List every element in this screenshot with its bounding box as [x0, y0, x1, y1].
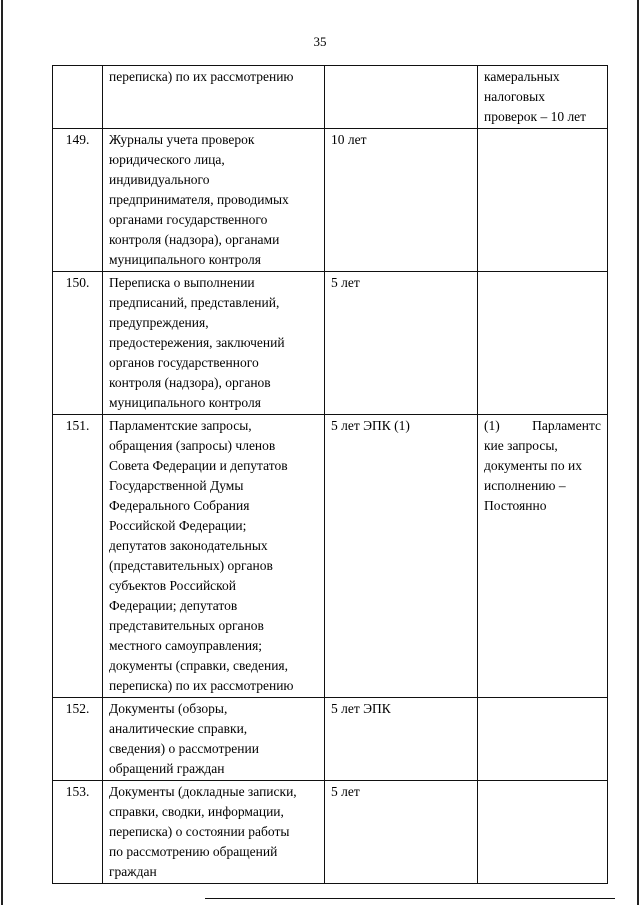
note-line: кие запросы,	[484, 438, 558, 453]
row-note	[478, 66, 608, 129]
title-line: Документы (обзоры,	[109, 701, 228, 716]
title-line: граждан	[109, 864, 157, 879]
title-line: обращений граждан	[109, 761, 225, 776]
row-note	[478, 415, 608, 698]
note-line: исполнению –	[484, 478, 566, 493]
title-line: предписаний, представлений,	[109, 295, 280, 310]
note-first-line	[484, 416, 601, 436]
row-note	[478, 129, 608, 272]
row-title	[103, 66, 325, 129]
row-term: 10 лет	[325, 129, 478, 272]
title-line: депутатов законодательных	[109, 538, 268, 553]
note-line: документы по их	[484, 458, 582, 473]
title-line: документы (справки, сведения,	[109, 658, 289, 673]
page-number: 35	[313, 34, 327, 49]
table-row	[53, 66, 608, 129]
title-line: (представительных) органов	[109, 558, 273, 573]
title-line: муниципального контроля	[109, 395, 261, 410]
left-scan-edge	[1, 0, 3, 905]
records-retention-table	[52, 65, 608, 884]
title-line: Документы (докладные записки,	[109, 784, 297, 799]
title-line: предостережения, заключений	[109, 335, 285, 350]
table-row	[53, 129, 608, 272]
title-line: субъектов Российской	[109, 578, 237, 593]
table-row	[53, 415, 608, 698]
table-bottom-border	[205, 898, 615, 899]
row-term: 5 лет	[325, 272, 478, 415]
row-number: 151.	[53, 415, 103, 698]
title-line: юридического лица,	[109, 152, 225, 167]
right-scan-edge	[637, 0, 639, 905]
title-line: контроля (надзора), органов	[109, 375, 271, 390]
table-row	[53, 698, 608, 781]
row-term: 5 лет ЭПК (1)	[325, 415, 478, 698]
row-title	[103, 129, 325, 272]
note-word-fragment: Парламентс	[532, 418, 601, 433]
title-line: обращения (запросы) членов	[109, 438, 276, 453]
footnote-marker: (1)	[484, 418, 500, 433]
title-line: переписка) по их рассмотрению	[109, 69, 294, 84]
table-row	[53, 781, 608, 884]
row-title	[103, 698, 325, 781]
row-title	[103, 781, 325, 884]
row-number	[53, 66, 103, 129]
title-line: Федерального Собрания	[109, 498, 250, 513]
title-line: Российской Федерации;	[109, 518, 247, 533]
title-line: муниципального контроля	[109, 252, 261, 267]
row-number: 150.	[53, 272, 103, 415]
row-term: 5 лет ЭПК	[325, 698, 478, 781]
title-line: индивидуального	[109, 172, 210, 187]
row-note	[478, 698, 608, 781]
title-line: представительных органов	[109, 618, 264, 633]
row-title	[103, 272, 325, 415]
row-term	[325, 66, 478, 129]
title-line: Совета Федерации и депутатов	[109, 458, 288, 473]
title-line: переписка) по их рассмотрению	[109, 678, 294, 693]
row-term: 5 лет	[325, 781, 478, 884]
title-line: предпринимателя, проводимых	[109, 192, 289, 207]
title-line: аналитические справки,	[109, 721, 248, 736]
title-line: контроля (надзора), органами	[109, 232, 280, 247]
note-line: проверок – 10 лет	[484, 109, 587, 124]
title-line: справки, сводки, информации,	[109, 804, 284, 819]
title-line: переписка) о состоянии работы	[109, 824, 290, 839]
title-line: Журналы учета проверок	[109, 132, 255, 147]
title-line: Государственной Думы	[109, 478, 244, 493]
title-line: местного самоуправления;	[109, 638, 263, 653]
note-line: Постоянно	[484, 498, 547, 513]
title-line: по рассмотрению обращений	[109, 844, 278, 859]
note-line: налоговых	[484, 89, 545, 104]
title-line: органов государственного	[109, 355, 259, 370]
title-line: предупреждения,	[109, 315, 209, 330]
row-number: 153.	[53, 781, 103, 884]
title-line: органами государственного	[109, 212, 268, 227]
row-note	[478, 781, 608, 884]
table-row	[53, 272, 608, 415]
title-line: Федерации; депутатов	[109, 598, 238, 613]
title-line: сведения) о рассмотрении	[109, 741, 259, 756]
row-number: 149.	[53, 129, 103, 272]
row-title	[103, 415, 325, 698]
row-number: 152.	[53, 698, 103, 781]
row-note	[478, 272, 608, 415]
title-line: Парламентские запросы,	[109, 418, 252, 433]
title-line: Переписка о выполнении	[109, 275, 255, 290]
note-line: камеральных	[484, 69, 560, 84]
